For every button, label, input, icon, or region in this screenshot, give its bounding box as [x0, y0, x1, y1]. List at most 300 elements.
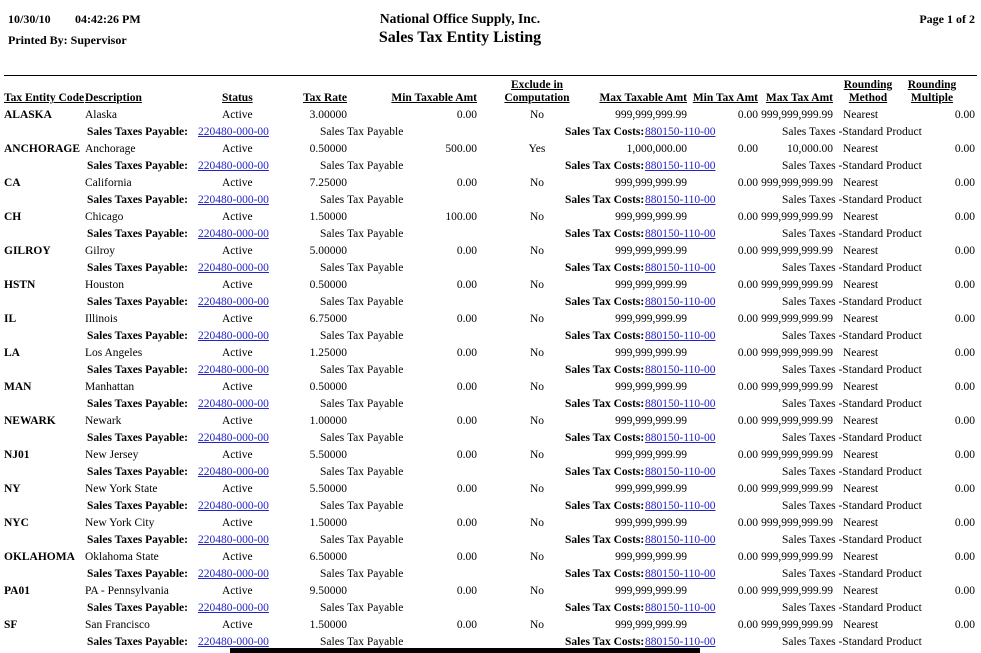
sales-taxes-payable-account-link[interactable]: 220480-000-00	[198, 602, 269, 614]
sales-tax-costs-label: Sales Tax Costs:	[565, 296, 645, 308]
entity-tax-rate: 0.50000	[309, 143, 347, 155]
entity-min-taxable-amt: 0.00	[456, 585, 477, 597]
entity-status: Active	[222, 415, 253, 427]
entity-max-taxable-amt: 999,999,999.99	[615, 211, 687, 223]
col-header-rounding-method	[836, 79, 900, 105]
entity-min-tax-amt: 0.00	[737, 211, 758, 223]
sales-taxes-payable-account-link[interactable]: 220480-000-00	[198, 432, 269, 444]
entity-max-tax-amt: 999,999,999.99	[761, 211, 833, 223]
sales-tax-costs-account-desc: Sales Taxes -Standard Product	[782, 160, 922, 172]
entity-rounding-multiple: 0.00	[954, 551, 975, 563]
tax-entity-block	[0, 346, 981, 380]
entity-description: New Jersey	[85, 449, 139, 461]
entity-max-tax-amt: 999,999,999.99	[761, 177, 833, 189]
gl-account-row	[0, 567, 981, 584]
entity-max-taxable-amt: 999,999,999.99	[615, 619, 687, 631]
page-break-bar	[230, 648, 700, 653]
sales-taxes-payable-account-link[interactable]: 220480-000-00	[198, 262, 269, 274]
tax-entity-block	[0, 482, 981, 516]
entity-max-taxable-amt: 999,999,999.99	[615, 449, 687, 461]
entity-row	[0, 448, 981, 465]
sales-taxes-payable-label: Sales Taxes Payable:	[87, 568, 188, 580]
sales-tax-costs-account-link[interactable]: 880150-110-00	[645, 432, 716, 444]
entity-description: New York City	[85, 517, 155, 529]
entity-exclude-in-computation: No	[529, 109, 545, 121]
gl-account-row	[0, 533, 981, 550]
tax-entity-block	[0, 516, 981, 550]
entity-min-tax-amt: 0.00	[737, 109, 758, 121]
entity-max-taxable-amt: 999,999,999.99	[615, 585, 687, 597]
entity-code: NEWARK	[4, 415, 56, 427]
entity-row	[0, 482, 981, 499]
entity-min-taxable-amt: 0.00	[456, 381, 477, 393]
entity-rounding-method: Nearest	[843, 245, 879, 257]
entity-row	[0, 346, 981, 363]
sales-tax-costs-account-link[interactable]: 880150-110-00	[645, 568, 716, 580]
entity-row	[0, 618, 981, 635]
gl-account-row	[0, 363, 981, 380]
sales-taxes-payable-account-desc: Sales Tax Payable	[320, 364, 404, 376]
entity-status: Active	[222, 483, 253, 495]
sales-taxes-payable-account-link[interactable]: 220480-000-00	[198, 364, 269, 376]
sales-taxes-payable-label: Sales Taxes Payable:	[87, 466, 188, 478]
sales-taxes-payable-label: Sales Taxes Payable:	[87, 364, 188, 376]
entity-min-tax-amt: 0.00	[737, 415, 758, 427]
tax-entity-block	[0, 142, 981, 176]
sales-tax-costs-label: Sales Tax Costs:	[565, 500, 645, 512]
sales-taxes-payable-account-desc: Sales Tax Payable	[320, 432, 404, 444]
sales-taxes-payable-account-desc: Sales Tax Payable	[320, 398, 404, 410]
entity-description: Chicago	[85, 211, 124, 223]
entity-rounding-method: Nearest	[843, 313, 879, 325]
entity-min-taxable-amt: 0.00	[456, 415, 477, 427]
entity-rounding-multiple: 0.00	[954, 279, 975, 291]
entity-exclude-in-computation: No	[529, 415, 545, 427]
entity-row	[0, 142, 981, 159]
entity-rounding-multiple: 0.00	[954, 347, 975, 359]
entity-status: Active	[222, 143, 253, 155]
gl-account-row	[0, 159, 981, 176]
entity-description: Illinois	[85, 313, 118, 325]
entity-exclude-in-computation: No	[529, 313, 545, 325]
tax-entity-block	[0, 312, 981, 346]
entity-tax-rate: 7.25000	[309, 177, 347, 189]
entity-exclude-in-computation: No	[529, 347, 545, 359]
col-header-rounding-method-line1: Rounding	[843, 79, 893, 91]
entity-rounding-multiple: 0.00	[954, 211, 975, 223]
entity-rounding-multiple: 0.00	[954, 483, 975, 495]
entity-rounding-method: Nearest	[843, 279, 879, 291]
sales-taxes-payable-account-link[interactable]: 220480-000-00	[198, 160, 269, 172]
entity-row	[0, 414, 981, 431]
sales-tax-costs-account-link[interactable]: 880150-110-00	[645, 262, 716, 274]
sales-tax-costs-account-desc: Sales Taxes -Standard Product	[782, 568, 922, 580]
sales-taxes-payable-account-desc: Sales Tax Payable	[320, 228, 404, 240]
table-body	[0, 108, 981, 652]
entity-rounding-multiple: 0.00	[954, 245, 975, 257]
col-header-tax-rate	[303, 92, 347, 105]
entity-max-tax-amt: 999,999,999.99	[761, 585, 833, 597]
entity-code: GILROY	[4, 245, 51, 257]
entity-rounding-multiple: 0.00	[954, 313, 975, 325]
sales-tax-costs-account-desc: Sales Taxes -Standard Product	[782, 534, 922, 546]
entity-description: Houston	[85, 279, 124, 291]
col-header-rounding-multiple-line2: Multiple	[910, 92, 954, 104]
sales-tax-costs-account-desc: Sales Taxes -Standard Product	[782, 262, 922, 274]
entity-min-tax-amt: 0.00	[737, 279, 758, 291]
page-number: Page 1 of 2	[919, 12, 975, 26]
sales-taxes-payable-account-desc: Sales Tax Payable	[320, 160, 404, 172]
tax-entity-block	[0, 210, 981, 244]
sales-tax-costs-account-desc: Sales Taxes -Standard Product	[782, 636, 922, 648]
entity-min-taxable-amt: 0.00	[456, 347, 477, 359]
entity-rounding-method: Nearest	[843, 211, 879, 223]
sales-tax-costs-account-desc: Sales Taxes -Standard Product	[782, 398, 922, 410]
entity-code: NY	[4, 483, 21, 495]
sales-tax-costs-account-link[interactable]: 880150-110-00	[645, 194, 716, 206]
entity-min-tax-amt: 0.00	[737, 347, 758, 359]
entity-max-tax-amt: 999,999,999.99	[761, 415, 833, 427]
col-header-exclude-line1: Exclude in	[510, 79, 564, 91]
entity-exclude-in-computation: No	[529, 585, 545, 597]
entity-rounding-multiple: 0.00	[954, 381, 975, 393]
entity-row	[0, 176, 981, 193]
sales-taxes-payable-account-link[interactable]: 220480-000-00	[198, 296, 269, 308]
entity-code: NJ01	[4, 449, 30, 461]
sales-taxes-payable-account-desc: Sales Tax Payable	[320, 126, 404, 138]
entity-min-taxable-amt: 100.00	[445, 211, 477, 223]
col-header-max-taxable-amt	[599, 92, 687, 105]
entity-rounding-method: Nearest	[843, 347, 879, 359]
entity-status: Active	[222, 313, 253, 325]
tax-entity-block	[0, 108, 981, 142]
gl-account-row	[0, 193, 981, 210]
entity-min-tax-amt: 0.00	[737, 585, 758, 597]
sales-tax-costs-account-link[interactable]: 880150-110-00	[645, 466, 716, 478]
entity-rounding-method: Nearest	[843, 415, 879, 427]
col-header-status-text: Status	[222, 92, 253, 104]
gl-account-row	[0, 295, 981, 312]
report-date: 10/30/10	[8, 12, 51, 26]
tax-entity-block	[0, 176, 981, 210]
col-header-min-tax-amt-text: Min Tax Amt	[692, 92, 758, 104]
entity-description: Los Angeles	[85, 347, 143, 359]
gl-account-row	[0, 431, 981, 448]
sales-tax-costs-label: Sales Tax Costs:	[565, 330, 645, 342]
sales-tax-costs-label: Sales Tax Costs:	[565, 160, 645, 172]
entity-status: Active	[222, 449, 253, 461]
entity-status: Active	[222, 109, 253, 121]
entity-code: ANCHORAGE	[4, 143, 81, 155]
entity-tax-rate: 5.50000	[309, 483, 347, 495]
entity-description: PA - Pennsylvania	[85, 585, 169, 597]
sales-taxes-payable-label: Sales Taxes Payable:	[87, 228, 188, 240]
entity-min-taxable-amt: 0.00	[456, 109, 477, 121]
entity-code: HSTN	[4, 279, 36, 291]
entity-rounding-multiple: 0.00	[954, 449, 975, 461]
sales-tax-costs-account-link[interactable]: 880150-110-00	[645, 500, 716, 512]
sales-tax-costs-label: Sales Tax Costs:	[565, 466, 645, 478]
sales-tax-costs-account-link[interactable]: 880150-110-00	[645, 126, 716, 138]
entity-min-tax-amt: 0.00	[737, 483, 758, 495]
sales-tax-costs-account-link[interactable]: 880150-110-00	[645, 602, 716, 614]
sales-taxes-payable-account-link[interactable]: 220480-000-00	[198, 330, 269, 342]
sales-tax-costs-account-desc: Sales Taxes -Standard Product	[782, 330, 922, 342]
entity-code: LA	[4, 347, 20, 359]
entity-max-taxable-amt: 999,999,999.99	[615, 415, 687, 427]
entity-max-tax-amt: 999,999,999.99	[761, 551, 833, 563]
entity-row	[0, 244, 981, 261]
report-title: Sales Tax Entity Listing	[378, 29, 542, 46]
col-header-max-tax-amt-text: Max Tax Amt	[765, 92, 833, 104]
sales-tax-costs-account-link[interactable]: 880150-110-00	[645, 228, 716, 240]
entity-rounding-method: Nearest	[843, 177, 879, 189]
entity-tax-rate: 6.75000	[309, 313, 347, 325]
sales-tax-costs-account-link[interactable]: 880150-110-00	[645, 296, 716, 308]
sales-tax-costs-account-desc: Sales Taxes -Standard Product	[782, 194, 922, 206]
entity-rounding-method: Nearest	[843, 483, 879, 495]
entity-status: Active	[222, 245, 253, 257]
entity-max-tax-amt: 999,999,999.99	[761, 517, 833, 529]
entity-rounding-multiple: 0.00	[954, 415, 975, 427]
entity-rounding-multiple: 0.00	[954, 619, 975, 631]
entity-tax-rate: 1.50000	[309, 211, 347, 223]
sales-taxes-payable-label: Sales Taxes Payable:	[87, 296, 188, 308]
sales-taxes-payable-label: Sales Taxes Payable:	[87, 126, 188, 138]
sales-tax-costs-account-desc: Sales Taxes -Standard Product	[782, 126, 922, 138]
sales-taxes-payable-account-desc: Sales Tax Payable	[320, 296, 404, 308]
entity-description: Newark	[85, 415, 122, 427]
col-header-description	[85, 92, 142, 105]
sales-tax-costs-account-link[interactable]: 880150-110-00	[645, 636, 716, 648]
col-header-tax-entity-code	[4, 92, 84, 105]
entity-row	[0, 516, 981, 533]
entity-min-tax-amt: 0.00	[737, 517, 758, 529]
entity-tax-rate: 5.50000	[309, 449, 347, 461]
entity-rounding-method: Nearest	[843, 517, 879, 529]
entity-max-tax-amt: 999,999,999.99	[761, 381, 833, 393]
sales-taxes-payable-account-desc: Sales Tax Payable	[320, 568, 404, 580]
sales-taxes-payable-account-link[interactable]: 220480-000-00	[198, 568, 269, 580]
entity-exclude-in-computation: No	[529, 517, 545, 529]
gl-account-row	[0, 227, 981, 244]
col-header-description-text: Description	[85, 92, 142, 104]
sales-taxes-payable-label: Sales Taxes Payable:	[87, 534, 188, 546]
entity-min-tax-amt: 0.00	[737, 245, 758, 257]
entity-exclude-in-computation: No	[529, 483, 545, 495]
col-header-min-tax-amt	[693, 92, 758, 105]
entity-description: San Francisco	[85, 619, 150, 631]
entity-min-taxable-amt: 0.00	[456, 313, 477, 325]
sales-tax-costs-label: Sales Tax Costs:	[565, 568, 645, 580]
entity-min-tax-amt: 0.00	[737, 177, 758, 189]
entity-max-taxable-amt: 999,999,999.99	[615, 245, 687, 257]
sales-tax-costs-label: Sales Tax Costs:	[565, 432, 645, 444]
sales-tax-costs-account-desc: Sales Taxes -Standard Product	[782, 500, 922, 512]
sales-tax-costs-account-desc: Sales Taxes -Standard Product	[782, 364, 922, 376]
sales-taxes-payable-account-desc: Sales Tax Payable	[320, 602, 404, 614]
entity-tax-rate: 1.50000	[309, 619, 347, 631]
sales-tax-costs-label: Sales Tax Costs:	[565, 534, 645, 546]
sales-tax-costs-label: Sales Tax Costs:	[565, 364, 645, 376]
report-time: 04:42:26 PM	[75, 12, 141, 26]
sales-taxes-payable-account-desc: Sales Tax Payable	[320, 194, 404, 206]
entity-row	[0, 584, 981, 601]
entity-status: Active	[222, 517, 253, 529]
sales-tax-costs-account-link[interactable]: 880150-110-00	[645, 398, 716, 410]
entity-description: Gilroy	[85, 245, 116, 257]
entity-min-taxable-amt: 0.00	[456, 483, 477, 495]
entity-status: Active	[222, 347, 253, 359]
entity-rounding-method: Nearest	[843, 381, 879, 393]
entity-min-tax-amt: 0.00	[737, 381, 758, 393]
sales-tax-costs-account-link[interactable]: 880150-110-00	[645, 330, 716, 342]
col-header-rounding-method-line2: Method	[848, 92, 888, 104]
entity-max-tax-amt: 999,999,999.99	[761, 449, 833, 461]
sales-taxes-payable-account-link[interactable]: 220480-000-00	[198, 194, 269, 206]
entity-code: ALASKA	[4, 109, 52, 121]
entity-min-tax-amt: 0.00	[737, 449, 758, 461]
entity-max-taxable-amt: 1,000,000.00	[626, 143, 687, 155]
entity-exclude-in-computation: No	[529, 245, 545, 257]
sales-tax-costs-account-link[interactable]: 880150-110-00	[645, 364, 716, 376]
sales-taxes-payable-account-link[interactable]: 220480-000-00	[198, 534, 269, 546]
tax-entity-block	[0, 550, 981, 584]
col-header-exclude-line2: Computation	[504, 92, 570, 104]
entity-code: IL	[4, 313, 17, 325]
sales-tax-costs-account-desc: Sales Taxes -Standard Product	[782, 296, 922, 308]
entity-status: Active	[222, 619, 253, 631]
entity-exclude-in-computation: No	[529, 177, 545, 189]
entity-exclude-in-computation: No	[529, 211, 545, 223]
entity-min-taxable-amt: 0.00	[456, 245, 477, 257]
entity-rounding-method: Nearest	[843, 109, 879, 121]
sales-taxes-payable-account-desc: Sales Tax Payable	[320, 500, 404, 512]
entity-min-tax-amt: 0.00	[737, 551, 758, 563]
entity-description: Anchorage	[85, 143, 136, 155]
sales-taxes-payable-label: Sales Taxes Payable:	[87, 194, 188, 206]
gl-account-row	[0, 499, 981, 516]
entity-status: Active	[222, 381, 253, 393]
entity-min-taxable-amt: 0.00	[456, 619, 477, 631]
entity-row	[0, 380, 981, 397]
sales-taxes-payable-account-desc: Sales Tax Payable	[320, 330, 404, 342]
entity-max-tax-amt: 10,000.00	[787, 143, 833, 155]
entity-max-tax-amt: 999,999,999.99	[761, 483, 833, 495]
sales-taxes-payable-label: Sales Taxes Payable:	[87, 398, 188, 410]
sales-taxes-payable-account-desc: Sales Tax Payable	[320, 262, 404, 274]
sales-taxes-payable-account-link[interactable]: 220480-000-00	[198, 500, 269, 512]
gl-account-row	[0, 329, 981, 346]
entity-tax-rate: 1.25000	[309, 347, 347, 359]
sales-tax-costs-label: Sales Tax Costs:	[565, 262, 645, 274]
entity-code: MAN	[4, 381, 32, 393]
entity-rounding-multiple: 0.00	[954, 517, 975, 529]
entity-min-taxable-amt: 0.00	[456, 449, 477, 461]
entity-exclude-in-computation: No	[529, 449, 545, 461]
sales-taxes-payable-label: Sales Taxes Payable:	[87, 602, 188, 614]
entity-code: SF	[4, 619, 18, 631]
sales-tax-costs-account-desc: Sales Taxes -Standard Product	[782, 602, 922, 614]
entity-min-tax-amt: 0.00	[737, 619, 758, 631]
tax-entity-block	[0, 584, 981, 618]
entity-status: Active	[222, 551, 253, 563]
col-header-min-taxable-amt-text: Min Taxable Amt	[391, 92, 477, 104]
sales-tax-costs-label: Sales Tax Costs:	[565, 636, 645, 648]
entity-rounding-multiple: 0.00	[954, 109, 975, 121]
column-headers	[0, 76, 981, 108]
entity-tax-rate: 1.50000	[309, 517, 347, 529]
sales-tax-costs-account-link[interactable]: 880150-110-00	[645, 534, 716, 546]
sales-taxes-payable-account-link[interactable]: 220480-000-00	[198, 126, 269, 138]
sales-tax-costs-label: Sales Tax Costs:	[565, 602, 645, 614]
tax-entity-block	[0, 414, 981, 448]
sales-tax-costs-account-desc: Sales Taxes -Standard Product	[782, 432, 922, 444]
sales-tax-costs-account-desc: Sales Taxes -Standard Product	[782, 466, 922, 478]
entity-max-taxable-amt: 999,999,999.99	[615, 313, 687, 325]
sales-tax-costs-account-link[interactable]: 880150-110-00	[645, 160, 716, 172]
entity-max-taxable-amt: 999,999,999.99	[615, 483, 687, 495]
col-header-min-taxable-amt	[391, 92, 477, 105]
entity-status: Active	[222, 211, 253, 223]
sales-taxes-payable-account-link[interactable]: 220480-000-00	[198, 466, 269, 478]
entity-row	[0, 278, 981, 295]
gl-account-row	[0, 125, 981, 142]
sales-taxes-payable-account-desc: Sales Tax Payable	[320, 636, 404, 648]
entity-rounding-multiple: 0.00	[954, 177, 975, 189]
entity-min-taxable-amt: 0.00	[456, 279, 477, 291]
company-name: National Office Supply, Inc.	[379, 11, 541, 26]
gl-account-row	[0, 261, 981, 278]
col-header-max-taxable-amt-text: Max Taxable Amt	[599, 92, 687, 104]
entity-row	[0, 550, 981, 567]
sales-tax-costs-account-desc: Sales Taxes -Standard Product	[782, 228, 922, 240]
entity-status: Active	[222, 177, 253, 189]
col-header-status	[222, 92, 253, 105]
col-header-rounding-multiple-line1: Rounding	[907, 79, 957, 91]
tax-entity-block	[0, 380, 981, 414]
entity-rounding-method: Nearest	[843, 619, 879, 631]
sales-taxes-payable-account-link[interactable]: 220480-000-00	[198, 228, 269, 240]
sales-taxes-payable-account-link[interactable]: 220480-000-00	[198, 636, 269, 648]
entity-exclude-in-computation: No	[529, 381, 545, 393]
sales-taxes-payable-label: Sales Taxes Payable:	[87, 636, 188, 648]
entity-status: Active	[222, 279, 253, 291]
entity-max-taxable-amt: 999,999,999.99	[615, 517, 687, 529]
entity-tax-rate: 5.00000	[309, 245, 347, 257]
sales-tax-costs-label: Sales Tax Costs:	[565, 126, 645, 138]
entity-min-taxable-amt: 0.00	[456, 177, 477, 189]
entity-code: OKLAHOMA	[4, 551, 75, 563]
col-header-tax-entity-code-text: Tax Entity Code	[4, 92, 85, 104]
entity-description: Alaska	[85, 109, 117, 121]
tax-entity-block	[0, 244, 981, 278]
entity-exclude-in-computation: No	[529, 619, 545, 631]
entity-rounding-method: Nearest	[843, 143, 879, 155]
entity-description: New York State	[85, 483, 158, 495]
entity-code: NYC	[4, 517, 29, 529]
col-header-rounding-multiple	[898, 79, 966, 105]
entity-max-tax-amt: 999,999,999.99	[761, 347, 833, 359]
gl-account-row	[0, 397, 981, 414]
entity-row	[0, 312, 981, 329]
entity-max-taxable-amt: 999,999,999.99	[615, 279, 687, 291]
sales-taxes-payable-account-desc: Sales Tax Payable	[320, 534, 404, 546]
sales-taxes-payable-account-link[interactable]: 220480-000-00	[198, 398, 269, 410]
entity-exclude-in-computation: No	[529, 551, 545, 563]
entity-tax-rate: 9.50000	[309, 585, 347, 597]
entity-max-tax-amt: 999,999,999.99	[761, 313, 833, 325]
